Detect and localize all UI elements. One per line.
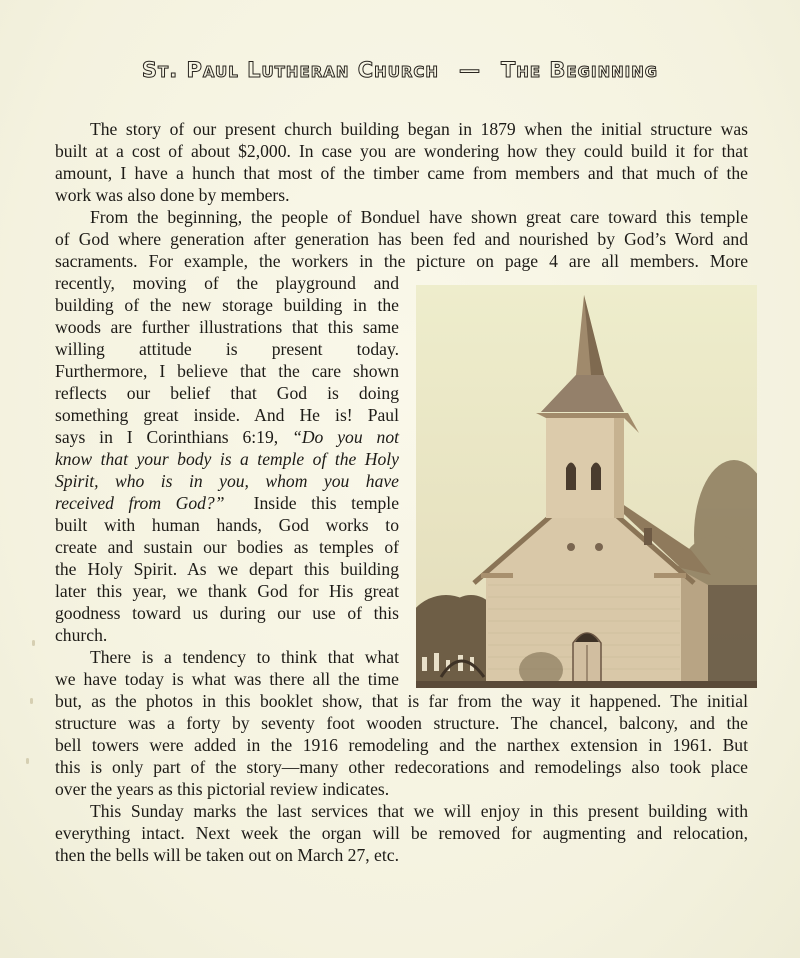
church-illustration (416, 285, 757, 688)
text-line: There is a tendency to think that what (90, 647, 399, 667)
text-line: later this year, we thank God for His great (55, 581, 399, 601)
tower-window (566, 463, 576, 491)
title-dash: — (458, 58, 481, 82)
text-line: From the beginning, the people of Bonduel have shown great care toward this temple (90, 207, 748, 227)
text-line: Furthermore, I believe that the care shown (55, 361, 399, 381)
text-line: of God where generation after generation has been fed and nourished by God’s Word and (55, 229, 748, 249)
church-photograph (416, 285, 757, 688)
text-line: over the years as this pictorial review indicates. (55, 779, 390, 799)
text-line: goodness toward us during our use of this (55, 603, 399, 623)
text-line: work was also done by members. (55, 185, 290, 205)
text-line: the Holy Spirit. As we depart this building (55, 559, 399, 579)
round-vent (567, 543, 575, 551)
text-line: building of the new storage building in the (55, 295, 399, 315)
text-line (55, 470, 399, 492)
scripture-quote: “Do you not (292, 427, 400, 447)
scripture-quote: know that your body is a temple of the Holy (55, 449, 399, 469)
text-line: but, as the photos in this booklet show, that is far from the way it happened. The initial (55, 691, 748, 711)
tower-window (591, 463, 601, 491)
church-side-wall (681, 570, 708, 683)
text-line: we have today is what was there all the time (55, 669, 399, 689)
text-line: sacraments. For example, the workers in the picture on page 4 are all members. More (55, 251, 748, 271)
scan-speck (30, 698, 33, 704)
text-line: something great inside. And He is! Paul (55, 405, 399, 425)
text-line: willing attitude is present today. (55, 339, 399, 359)
title-church-name: St. Paul Lutheran Church (141, 58, 439, 82)
text-line: amount, I have a hunch that most of the timber came from members and that much of the (55, 163, 748, 183)
text-line: This Sunday marks the last services that we will enjoy in this present building with (90, 801, 748, 821)
bell-tower (546, 418, 624, 518)
text-line: create and sustain our bodies as temples of (55, 537, 399, 557)
text-line: this is only part of the story—many other redecorations and remodelings also took place (55, 757, 748, 777)
text-line: then the bells will be taken out on March 27, etc. (55, 845, 399, 865)
text-line: reflects our belief that God is doing (55, 383, 399, 403)
ground (416, 681, 757, 688)
scan-speck (32, 640, 35, 646)
title-subtitle: The Beginning (500, 58, 659, 82)
chimney (644, 528, 652, 545)
text-line (55, 492, 399, 514)
scripture-quote: received from God?” (55, 493, 225, 513)
text-span: Inside this temple (224, 493, 400, 513)
text-line: built at a cost of about $2,000. In case you are wondering how they could build it for that (55, 141, 748, 161)
page-title (0, 58, 800, 82)
text-line (55, 426, 399, 448)
round-vent (595, 543, 603, 551)
text-line: church. (55, 625, 108, 645)
text-line: woods are further illustrations that this same (55, 317, 399, 337)
text-line: everything intact. Next week the organ will be removed for augmenting and relocation, (55, 823, 748, 843)
text-line: built with human hands, God works to (55, 515, 399, 535)
text-line: recently, moving of the playground and (55, 273, 399, 293)
scan-speck (26, 758, 29, 764)
scripture-reference: says in I Corinthians 6:19, (55, 427, 293, 447)
text-line: The story of our present church building began in 1879 when the initial structure was (90, 119, 748, 139)
text-line: bell towers were added in the 1916 remodeling and the narthex extension in 1961. But (55, 735, 748, 755)
text-line: structure was a forty by seventy foot wooden structure. The chancel, balcony, and the (55, 713, 748, 733)
text-line (55, 448, 399, 470)
scripture-quote: Spirit, who is in you, whom you have (55, 471, 399, 491)
